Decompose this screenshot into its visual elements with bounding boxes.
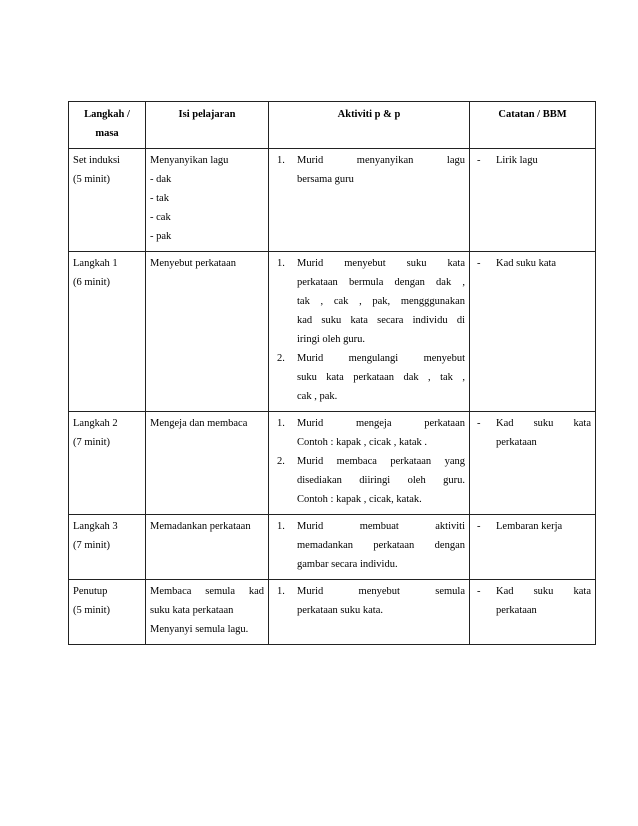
table-row: [69, 580, 596, 645]
activity-text-line: Murid mengeja perkataan: [297, 418, 465, 429]
activities-cell: [269, 580, 470, 645]
table-body: [69, 149, 596, 645]
content-line: suku kata perkataan: [150, 605, 234, 616]
notes-cell: [470, 580, 596, 645]
content-cell: [146, 412, 269, 515]
notes-cell: [470, 515, 596, 580]
activity-item: [273, 254, 465, 349]
header-isi-pelajaran: Isi pelajaran: [146, 102, 269, 149]
activity-list: [273, 414, 465, 509]
activities-cell: [269, 149, 470, 252]
activity-text-line: Murid menyebut suku kata: [297, 258, 465, 269]
stage-name: Set induksi: [73, 155, 120, 166]
stage-duration: (7 minit): [73, 540, 111, 551]
content-line: - pak: [150, 231, 172, 242]
activities-cell: [269, 515, 470, 580]
activity-text-line: Murid membaca perkataan yang: [297, 456, 465, 467]
notes-item: [474, 582, 591, 620]
activity-number: 1.: [277, 418, 285, 429]
header-langkah-masa: Langkah / masa: [69, 102, 146, 149]
activity-item: [273, 517, 465, 574]
content-line: Menyanyikan lagu: [150, 155, 229, 166]
activity-text-line: Murid mengulangi menyebut: [297, 353, 465, 364]
activity-text-line: perkataan bermula dengan dak ,: [297, 277, 465, 288]
notes-item: [474, 151, 591, 170]
table-row: [69, 515, 596, 580]
content-cell: [146, 515, 269, 580]
activity-number: 2.: [277, 353, 285, 364]
activity-item: [273, 452, 465, 509]
activity-text-line: memadankan perkataan dengan: [297, 540, 465, 551]
notes-dash: -: [477, 586, 481, 597]
notes-text-line: Kad suku kata: [496, 258, 557, 269]
stage-duration: (5 minit): [73, 174, 111, 185]
content-cell: [146, 580, 269, 645]
table-row: [69, 252, 596, 412]
stage-cell: [69, 412, 146, 515]
content-line: - tak: [150, 193, 169, 204]
header-row: [69, 102, 596, 149]
notes-cell: [470, 252, 596, 412]
notes-text-line: Kad suku kata: [496, 586, 591, 597]
activity-text-line: suku kata perkataan dak , tak ,: [297, 372, 465, 383]
activity-number: 1.: [277, 521, 285, 532]
activity-item: [273, 414, 465, 452]
content-cell: [146, 252, 269, 412]
activity-text-line: disediakan diiringi oleh guru.: [297, 475, 465, 486]
notes-dash: -: [477, 258, 481, 269]
stage-name: Langkah 1: [73, 258, 118, 269]
notes-text-line: perkataan: [496, 437, 537, 448]
notes-item: [474, 517, 591, 536]
activity-number: 1.: [277, 155, 285, 166]
notes-dash: -: [477, 521, 481, 532]
activity-text-line: Murid menyanyikan lagu: [297, 155, 465, 166]
stage-name: Langkah 3: [73, 521, 118, 532]
table-row: [69, 412, 596, 515]
stage-duration: (5 minit): [73, 605, 111, 616]
table-row: [69, 149, 596, 252]
stage-name: Penutup: [73, 586, 108, 597]
activity-number: 1.: [277, 586, 285, 597]
activity-text-line: Murid membuat aktiviti: [297, 521, 465, 532]
stage-cell: [69, 149, 146, 252]
stage-name: Langkah 2: [73, 418, 118, 429]
activity-text-line: Contoh : kapak , cicak , katak .: [297, 437, 428, 448]
activity-text-line: kad suku kata secara individu di: [297, 315, 465, 326]
content-line: - dak: [150, 174, 172, 185]
activity-list: [273, 151, 465, 189]
table-header: [69, 102, 596, 149]
activity-text-line: Murid menyebut semula: [297, 586, 465, 597]
content-line: - cak: [150, 212, 171, 223]
stage-duration: (7 minit): [73, 437, 111, 448]
notes-item: [474, 254, 591, 273]
stage-cell: [69, 580, 146, 645]
activity-number: 2.: [277, 456, 285, 467]
lesson-plan-table: [68, 101, 596, 645]
activity-text-line: gambar secara individu.: [297, 559, 398, 570]
content-line: Membaca semula kad: [150, 586, 264, 597]
stage-cell: [69, 515, 146, 580]
activity-number: 1.: [277, 258, 285, 269]
stage-duration: (6 minit): [73, 277, 111, 288]
notes-cell: [470, 412, 596, 515]
header-aktiviti: Aktiviti p & p: [269, 102, 470, 149]
activity-item: [273, 349, 465, 406]
notes-text-line: Lembaran kerja: [496, 521, 563, 532]
activity-list: [273, 582, 465, 620]
activity-list: [273, 254, 465, 406]
stage-cell: [69, 252, 146, 412]
header-catatan-bbm: Catatan / BBM: [470, 102, 596, 149]
notes-text-line: perkataan: [496, 605, 537, 616]
content-line: Memadankan perkataan: [150, 521, 251, 532]
notes-cell: [470, 149, 596, 252]
notes-dash: -: [477, 155, 481, 166]
notes-dash: -: [477, 418, 481, 429]
activity-text-line: cak , pak.: [297, 391, 338, 402]
activity-list: [273, 517, 465, 574]
activity-text-line: iringi oleh guru.: [297, 334, 365, 345]
activity-text-line: bersama guru: [297, 174, 354, 185]
activities-cell: [269, 412, 470, 515]
content-line: Menyanyi semula lagu.: [150, 624, 249, 635]
content-cell: [146, 149, 269, 252]
notes-text-line: Kad suku kata: [496, 418, 591, 429]
activities-cell: [269, 252, 470, 412]
activity-item: [273, 151, 465, 189]
activity-item: [273, 582, 465, 620]
notes-text-line: Lirik lagu: [496, 155, 538, 166]
notes-item: [474, 414, 591, 452]
content-line: Menyebut perkataan: [150, 258, 237, 269]
activity-text-line: Contoh : kapak , cicak, katak.: [297, 494, 422, 505]
activity-text-line: tak , cak , pak, mengggunakan: [297, 296, 465, 307]
content-line: Mengeja dan membaca: [150, 418, 248, 429]
activity-text-line: perkataan suku kata.: [297, 605, 384, 616]
